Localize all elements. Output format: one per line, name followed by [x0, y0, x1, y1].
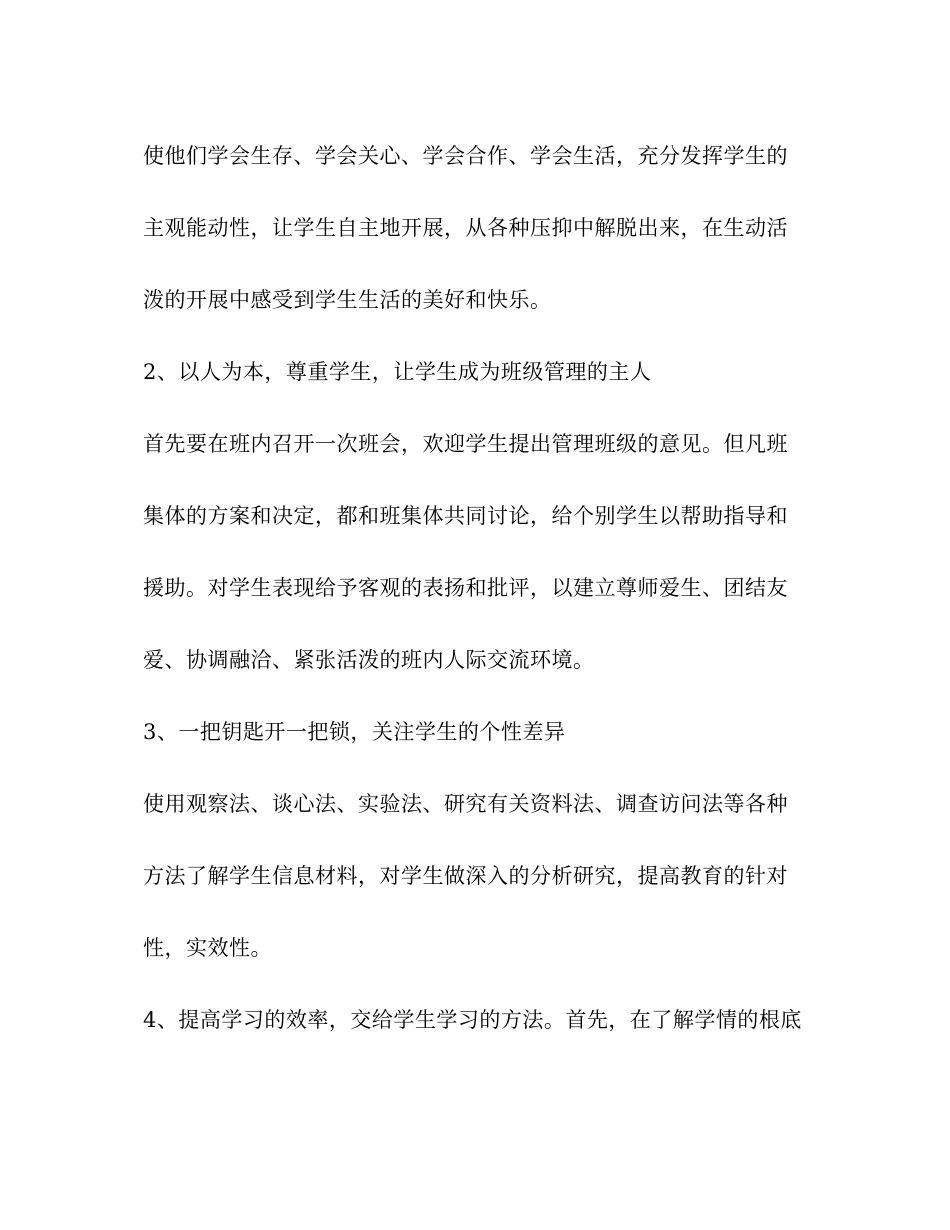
paragraph-line: 集体的方案和决定，都和班集体共同讨论，给个别学生以帮助指导和: [143, 504, 788, 528]
paragraph-line: 使他们学会生存、学会关心、学会合作、学会生活，充分发挥学生的: [143, 144, 788, 168]
paragraph-line: 性，实效性。: [143, 936, 272, 960]
paragraph-line: 泼的开展中感受到学生生活的美好和快乐。: [143, 288, 552, 312]
body-text: [143, 136, 813, 1072]
section-heading: 3、一把钥匙开一把锁，关注学生的个性差异: [143, 720, 566, 744]
paragraph-line: 主观能动性，让学生自主地开展，从各种压抑中解脱出来，在生动活: [143, 216, 788, 240]
paragraph-line: 爱、协调融洽、紧张活泼的班内人际交流环境。: [143, 648, 595, 672]
section-heading: 2、以人为本，尊重学生，让学生成为班级管理的主人: [143, 360, 652, 384]
paragraph-line: 方法了解学生信息材料，对学生做深入的分析研究，提高教育的针对: [143, 864, 788, 888]
paragraph-line: 使用观察法、谈心法、实验法、研究有关资料法、调查访问法等各种: [143, 792, 788, 816]
paragraph-line: 援助。对学生表现给予客观的表扬和批评，以建立尊师爱生、团结友: [143, 576, 788, 600]
section-heading: 4、提高学习的效率，交给学生学习的方法。首先，在了解学情的根底: [143, 1008, 802, 1032]
paragraph-line: 首先要在班内召开一次班会，欢迎学生提出管理班级的意见。但凡班: [143, 432, 788, 456]
